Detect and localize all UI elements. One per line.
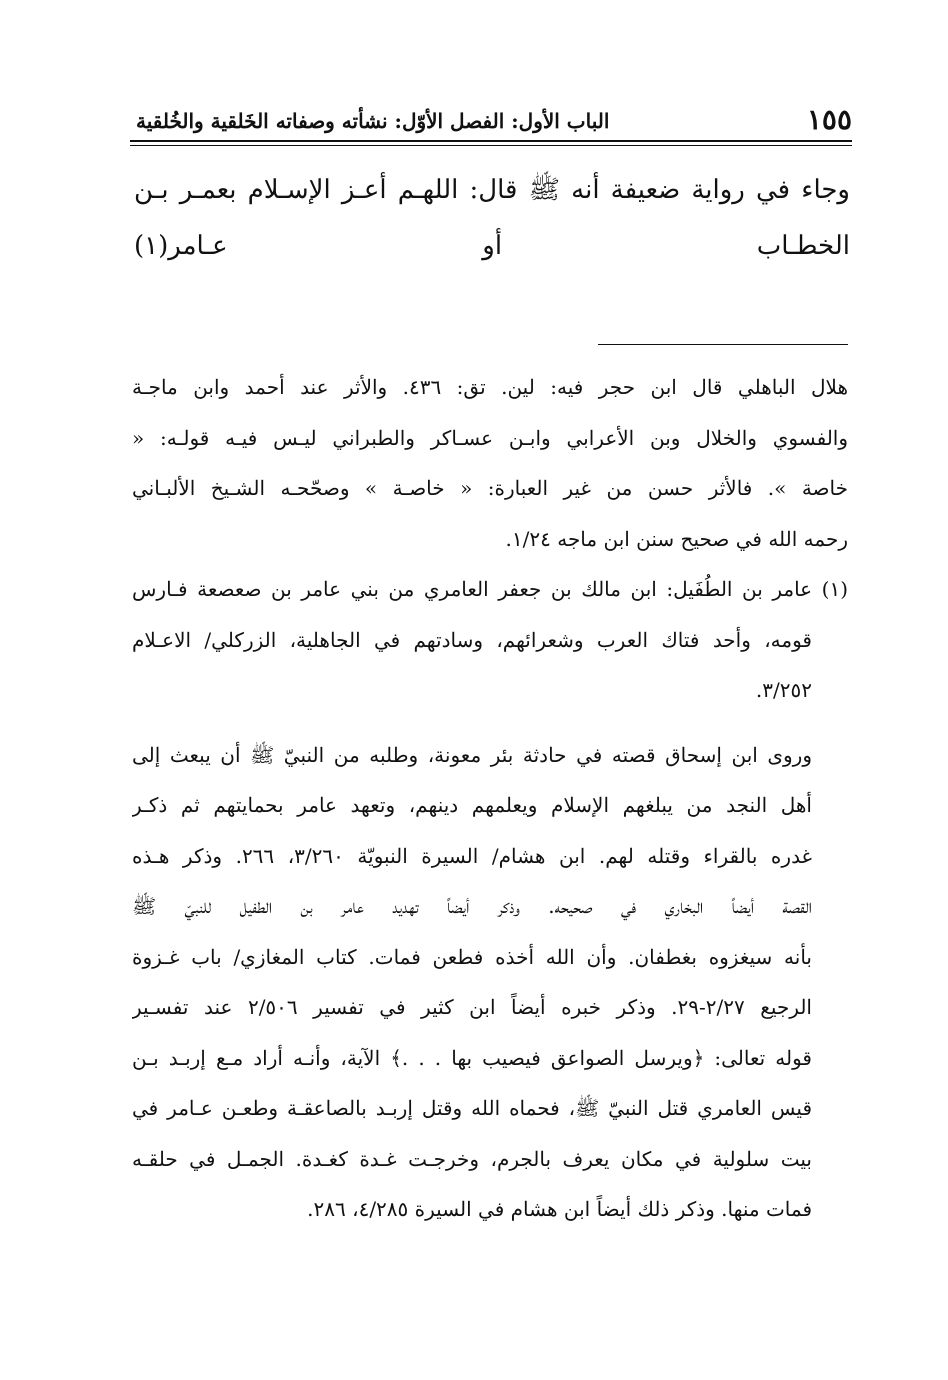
- footnote-line: قومه، وأحد فتاك العرب وشعرائهم، وسادتهم في الجاهلية، الزركلي/ الاعـلام: [132, 627, 812, 652]
- footnote-line: وروى ابن إسحاق قصته في حادثة بئر معونة، وطلبه من النبيّ ﷺ أن يبعث إلى: [132, 742, 812, 767]
- footnote-1-continued: [132, 730, 848, 1235]
- footnote-continuation: [132, 362, 848, 564]
- footnote-line: بأنه سيغزوه بغطفان. وأن الله أخذه فطعن فمات. كتاب المغازي/ باب غـزوة: [132, 944, 812, 969]
- footnote-line: قيس العامري قتل النبيّ ﷺ، فحماه الله وقتل إربـد بالصاعقـة وطعـن عـامر في: [132, 1096, 812, 1120]
- header-rule-thin: [130, 145, 852, 146]
- footnote-line: أهل النجد من يبلغهم الإسلام ويعلمهم دينهم، وتعهد عامر بحمايتهم ثم ذكـر: [132, 793, 812, 817]
- page-number: ١٥٥: [806, 103, 852, 136]
- footnote-line: قوله تعالى: ﴿ويرسل الصواعق فيصيب بها . . .﴾ الآية، وأنـه أراد مـع إربـد بـن: [132, 1045, 812, 1070]
- footnote-line: القصة أيضاً البخاري في صحيحه. وذكر أيضاً تهديد عامر بن الطفيل للنبيّ ﷺ: [132, 894, 812, 918]
- running-title: الباب الأول: الفصل الأوّل: نشأته وصفاته الخَلقية والخُلقية: [136, 109, 610, 133]
- footnote-line: بيت سلولية في مكان يعرف بالجرم، وخرجـت غـدة كغـدة. الجمـل في حلقـه: [132, 1146, 812, 1171]
- footnote-line: رحمه الله في صحيح سنن ابن ماجه ١/٢٤.: [505, 526, 848, 551]
- footnotes: [132, 362, 848, 1235]
- footnote-gap: [132, 716, 848, 730]
- footnote-1: [132, 564, 848, 716]
- header-rule: [130, 140, 852, 142]
- footnote-line: (١) عامر بن الطُفَيل: ابن مالك بن جعفر العامري من بني عامر بن صعصعة فـارس: [132, 577, 848, 601]
- footnote-line: والفسوي والخلال وبن الأعرابي وابـن عسـاكر والطبراني ليـس فيـه قولـه: «: [132, 425, 848, 450]
- main-line: وجاء في رواية ضعيفة أنه ﷺ قال: اللهـم أعـز الإسـلام بعمـر بـن: [134, 175, 850, 205]
- main-line: الخطـاب أو عـامر(١): [134, 231, 850, 261]
- footnote-line: غدره بالقراء وقتله لهم. ابن هشام/ السيرة النبويّة ٣/٢٦٠، ٢٦٦. وذكر هـذه: [132, 843, 813, 868]
- footnote-line: ٣/٢٥٢.: [755, 678, 812, 702]
- footnote-line: هلال الباهلي قال ابن حجر فيه: لين. تق: ٤٣٦. والأثر عند أحمد وابن ماجـة: [132, 375, 848, 399]
- footnote-line: خاصة ». فالأثر حسن من غير العبارة: « خاصـة » وصحّحـه الشـيخ الألبـاني: [132, 476, 848, 500]
- main-text: [134, 162, 850, 274]
- running-header: [130, 100, 852, 140]
- footnote-line: الرجيع ٢/٢٧-٢٩. وذكر خبره أيضاً ابن كثير في تفسير ٢/٥٠٦ عند تفسـير: [132, 995, 812, 1019]
- footnote-separator: [598, 344, 848, 345]
- footnote-line: فمات منها. وذكر ذلك أيضاً ابن هشام في السيرة ٤/٢٨٥، ٢٨٦.: [307, 1197, 812, 1221]
